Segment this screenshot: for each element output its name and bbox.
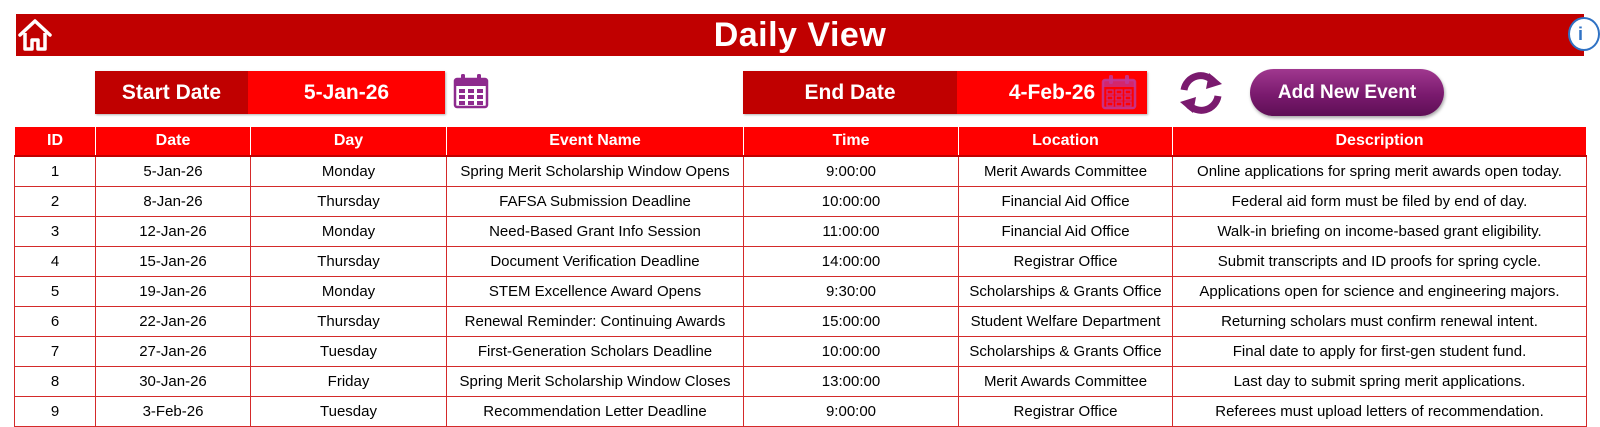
table-row[interactable] — [15, 367, 1587, 397]
cell-location: Student Welfare Department — [959, 307, 1173, 337]
cell-description: Last day to submit spring merit applications. — [1173, 367, 1587, 397]
cell-date: 12-Jan-26 — [96, 217, 251, 247]
cell-date: 27-Jan-26 — [96, 337, 251, 367]
cell-description: Applications open for science and engineering majors. — [1173, 277, 1587, 307]
column-header-location[interactable]: Location — [959, 127, 1173, 157]
column-header-time[interactable]: Time — [744, 127, 959, 157]
cell-date: 5-Jan-26 — [96, 156, 251, 187]
end-date-value[interactable]: 4-Feb-26 — [957, 71, 1147, 114]
cell-day: Thursday — [251, 247, 447, 277]
cell-description: Final date to apply for first-gen student fund. — [1173, 337, 1587, 367]
cell-time: 11:00:00 — [744, 217, 959, 247]
cell-event-name: FAFSA Submission Deadline — [447, 187, 744, 217]
cell-location: Registrar Office — [959, 247, 1173, 277]
cell-id: 2 — [15, 187, 96, 217]
cell-day: Tuesday — [251, 397, 447, 427]
cell-day: Monday — [251, 277, 447, 307]
cell-id: 7 — [15, 337, 96, 367]
column-header-date[interactable]: Date — [96, 127, 251, 157]
column-header-day[interactable]: Day — [251, 127, 447, 157]
cell-location: Financial Aid Office — [959, 217, 1173, 247]
title-bar — [16, 14, 1584, 56]
cell-time: 10:00:00 — [744, 337, 959, 367]
cell-time: 10:00:00 — [744, 187, 959, 217]
cell-description: Referees must upload letters of recommendation. — [1173, 397, 1587, 427]
cell-time: 14:00:00 — [744, 247, 959, 277]
cell-time: 9:30:00 — [744, 277, 959, 307]
cell-description: Submit transcripts and ID proofs for spring cycle. — [1173, 247, 1587, 277]
table-row[interactable] — [15, 307, 1587, 337]
start-date-value[interactable]: 5-Jan-26 — [248, 71, 445, 114]
cell-day: Tuesday — [251, 337, 447, 367]
cell-description: Online applications for spring merit awards open today. — [1173, 156, 1587, 187]
table-row[interactable] — [15, 247, 1587, 277]
cell-id: 1 — [15, 156, 96, 187]
events-table — [14, 126, 1587, 427]
column-header-description[interactable]: Description — [1173, 127, 1587, 157]
column-header-id[interactable]: ID — [15, 127, 96, 157]
cell-date: 19-Jan-26 — [96, 277, 251, 307]
end-date-field — [743, 71, 1147, 114]
cell-day: Thursday — [251, 307, 447, 337]
cell-id: 9 — [15, 397, 96, 427]
cell-event-name: Need-Based Grant Info Session — [447, 217, 744, 247]
cell-location: Merit Awards Committee — [959, 156, 1173, 187]
cell-time: 13:00:00 — [744, 367, 959, 397]
cell-description: Walk-in briefing on income-based grant eligibility. — [1173, 217, 1587, 247]
cell-location: Financial Aid Office — [959, 187, 1173, 217]
cell-event-name: Recommendation Letter Deadline — [447, 397, 744, 427]
cell-location: Scholarships & Grants Office — [959, 337, 1173, 367]
cell-date: 3-Feb-26 — [96, 397, 251, 427]
table-row[interactable] — [15, 277, 1587, 307]
info-icon[interactable] — [1568, 17, 1600, 51]
cell-date: 22-Jan-26 — [96, 307, 251, 337]
cell-date: 15-Jan-26 — [96, 247, 251, 277]
table-row[interactable] — [15, 217, 1587, 247]
cell-time: 15:00:00 — [744, 307, 959, 337]
table-row[interactable] — [15, 397, 1587, 427]
column-header-event-name[interactable]: Event Name — [447, 127, 744, 157]
end-date-label: End Date — [743, 71, 957, 114]
cell-date: 30-Jan-26 — [96, 367, 251, 397]
cell-id: 3 — [15, 217, 96, 247]
start-date-label: Start Date — [95, 71, 248, 114]
cell-id: 4 — [15, 247, 96, 277]
cell-event-name: First-Generation Scholars Deadline — [447, 337, 744, 367]
cell-location: Merit Awards Committee — [959, 367, 1173, 397]
end-calendar-icon[interactable] — [1100, 72, 1138, 112]
add-new-event-button[interactable]: Add New Event — [1250, 69, 1444, 116]
cell-time: 9:00:00 — [744, 156, 959, 187]
cell-date: 8-Jan-26 — [96, 187, 251, 217]
start-calendar-icon[interactable] — [452, 72, 490, 110]
home-icon[interactable] — [16, 17, 54, 53]
cell-time: 9:00:00 — [744, 397, 959, 427]
table-row[interactable] — [15, 337, 1587, 367]
table-row[interactable] — [15, 156, 1587, 187]
table-body — [15, 156, 1587, 427]
page-title: Daily View — [713, 15, 887, 54]
table-row[interactable] — [15, 187, 1587, 217]
cell-day: Friday — [251, 367, 447, 397]
cell-event-name: Document Verification Deadline — [447, 247, 744, 277]
cell-location: Scholarships & Grants Office — [959, 277, 1173, 307]
table-header-row — [15, 127, 1587, 157]
start-date-field — [95, 71, 445, 114]
cell-event-name: STEM Excellence Award Opens — [447, 277, 744, 307]
cell-location: Registrar Office — [959, 397, 1173, 427]
cell-event-name: Renewal Reminder: Continuing Awards — [447, 307, 744, 337]
info-glyph: i — [1578, 23, 1584, 44]
cell-id: 5 — [15, 277, 96, 307]
cell-day: Monday — [251, 156, 447, 187]
cell-day: Monday — [251, 217, 447, 247]
cell-day: Thursday — [251, 187, 447, 217]
refresh-icon[interactable] — [1176, 70, 1226, 116]
cell-description: Returning scholars must confirm renewal intent. — [1173, 307, 1587, 337]
cell-event-name: Spring Merit Scholarship Window Opens — [447, 156, 744, 187]
cell-id: 6 — [15, 307, 96, 337]
cell-description: Federal aid form must be filed by end of day. — [1173, 187, 1587, 217]
cell-event-name: Spring Merit Scholarship Window Closes — [447, 367, 744, 397]
cell-id: 8 — [15, 367, 96, 397]
